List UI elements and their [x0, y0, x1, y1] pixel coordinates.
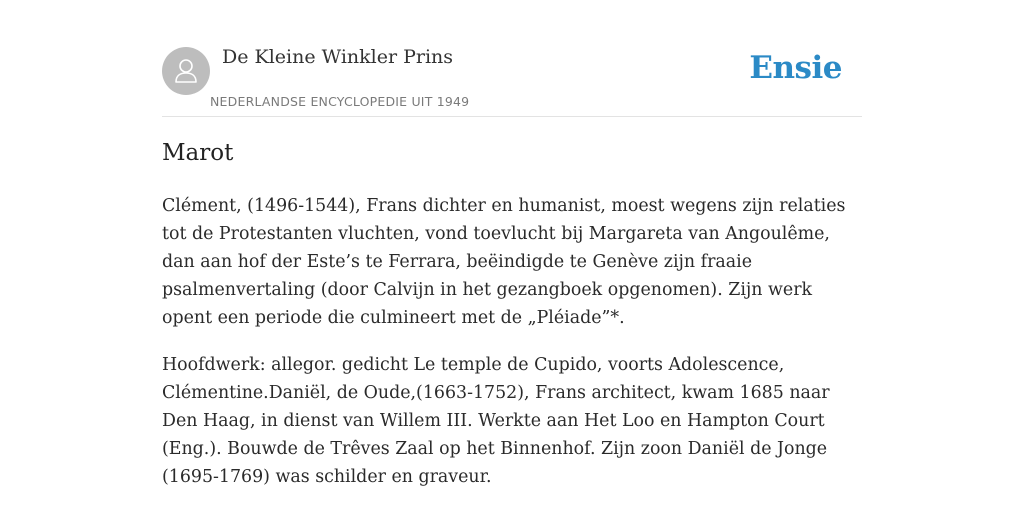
brand-logo[interactable]: Ensie [749, 50, 842, 86]
article-card [162, 0, 862, 487]
avatar[interactable] [162, 47, 210, 95]
article-paragraph: Hoofdwerk: allegor. gedicht Le temple de Cupido, voorts Adolescence, Clémentine.Daniël, de Oude,(1663-1752), Frans architect, kwam 1685 naar Den Haag, in dienst van Willem III. Werkte aan Het Loo en Hampton Court (Eng.). Bouwde de Trêves Zaal op het Binnenhof. Zijn zoon Daniël de Jonge (1695-1769) was schilder en graveur. [162, 355, 830, 487]
user-icon [171, 56, 201, 86]
source-name[interactable]: De Kleine Winkler Prins [222, 46, 454, 68]
article-paragraph: Clément, (1496-1544), Frans dichter en humanist, moest wegens zijn relaties tot de Protestanten vluchten, vond toevlucht bij Margareta van Angoulême, dan aan hof der Este’s te Ferrara, beëindigde te Genève zijn fraaie psalmenvertaling (door Calvijn in het gezangboek opgenomen). Zijn werk opent een periode die culmineert met de „Pléiade”*. [162, 196, 846, 328]
source-subtitle: NEDERLANDSE ENCYCLOPEDIE UIT 1949 [210, 94, 470, 109]
source-header [162, 0, 862, 117]
article-title: Marot [162, 140, 234, 166]
